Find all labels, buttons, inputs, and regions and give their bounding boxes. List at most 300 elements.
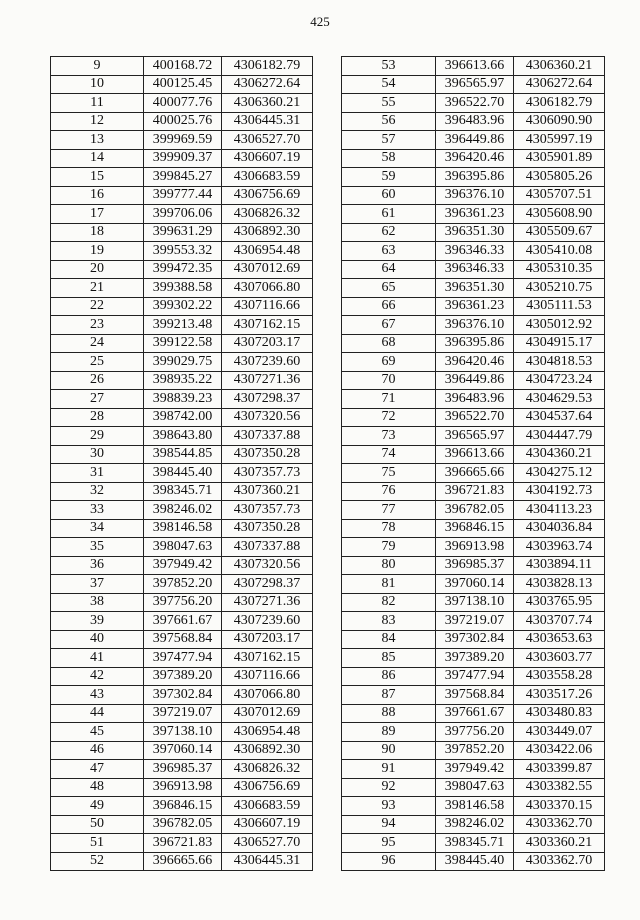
y-coordinate: 4306892.30 — [222, 741, 313, 760]
point-number: 79 — [342, 538, 436, 557]
point-number: 84 — [342, 630, 436, 649]
y-coordinate: 4305111.53 — [514, 297, 605, 316]
page-number: 425 — [310, 14, 330, 29]
point-number: 41 — [51, 649, 144, 668]
table-row — [342, 427, 605, 446]
point-number: 50 — [51, 815, 144, 834]
point-number: 11 — [51, 94, 144, 113]
point-number: 61 — [342, 205, 436, 224]
point-number: 62 — [342, 223, 436, 242]
x-coordinate: 399706.06 — [144, 205, 222, 224]
table-row — [342, 445, 605, 464]
y-coordinate: 4306954.48 — [222, 723, 313, 742]
x-coordinate: 400168.72 — [144, 57, 222, 76]
y-coordinate: 4307066.80 — [222, 686, 313, 705]
y-coordinate: 4304723.24 — [514, 371, 605, 390]
table-row — [342, 723, 605, 742]
x-coordinate: 400077.76 — [144, 94, 222, 113]
y-coordinate: 4303517.26 — [514, 686, 605, 705]
point-number: 42 — [51, 667, 144, 686]
table-row — [51, 778, 313, 797]
x-coordinate: 396361.23 — [436, 297, 514, 316]
y-coordinate: 4307203.17 — [222, 630, 313, 649]
table-row — [342, 538, 605, 557]
x-coordinate: 397852.20 — [144, 575, 222, 594]
point-number: 70 — [342, 371, 436, 390]
x-coordinate: 398742.00 — [144, 408, 222, 427]
point-number: 69 — [342, 353, 436, 372]
table-row — [342, 57, 605, 76]
y-coordinate: 4307320.56 — [222, 408, 313, 427]
table-row — [51, 242, 313, 261]
y-coordinate: 4304629.53 — [514, 390, 605, 409]
point-number: 52 — [51, 852, 144, 871]
x-coordinate: 396665.66 — [436, 464, 514, 483]
table-row — [342, 242, 605, 261]
y-coordinate: 4306756.69 — [222, 778, 313, 797]
point-number: 32 — [51, 482, 144, 501]
point-number: 12 — [51, 112, 144, 131]
x-coordinate: 399909.37 — [144, 149, 222, 168]
coordinate-table-left — [50, 56, 313, 871]
x-coordinate: 396522.70 — [436, 408, 514, 427]
y-coordinate: 4306826.32 — [222, 205, 313, 224]
x-coordinate: 400125.45 — [144, 75, 222, 94]
point-number: 68 — [342, 334, 436, 353]
table-row — [51, 205, 313, 224]
x-coordinate: 396351.30 — [436, 223, 514, 242]
table-row — [51, 612, 313, 631]
x-coordinate: 396665.66 — [144, 852, 222, 871]
y-coordinate: 4306445.31 — [222, 112, 313, 131]
table-row — [342, 149, 605, 168]
y-coordinate: 4307337.88 — [222, 427, 313, 446]
x-coordinate: 397302.84 — [144, 686, 222, 705]
table-row — [342, 797, 605, 816]
y-coordinate: 4304537.64 — [514, 408, 605, 427]
x-coordinate: 399122.58 — [144, 334, 222, 353]
x-coordinate: 399845.27 — [144, 168, 222, 187]
table-row — [342, 223, 605, 242]
y-coordinate: 4307357.73 — [222, 464, 313, 483]
x-coordinate: 397661.67 — [436, 704, 514, 723]
point-number: 65 — [342, 279, 436, 298]
table-row — [51, 223, 313, 242]
x-coordinate: 398345.71 — [144, 482, 222, 501]
point-number: 88 — [342, 704, 436, 723]
y-coordinate: 4303894.11 — [514, 556, 605, 575]
y-coordinate: 4303653.63 — [514, 630, 605, 649]
table-row — [51, 667, 313, 686]
point-number: 28 — [51, 408, 144, 427]
point-number: 43 — [51, 686, 144, 705]
y-coordinate: 4307350.28 — [222, 519, 313, 538]
x-coordinate: 396846.15 — [144, 797, 222, 816]
point-number: 53 — [342, 57, 436, 76]
point-number: 20 — [51, 260, 144, 279]
table-row — [51, 427, 313, 446]
point-number: 30 — [51, 445, 144, 464]
coordinate-table-right — [341, 56, 605, 871]
x-coordinate: 397661.67 — [144, 612, 222, 631]
y-coordinate: 4306683.59 — [222, 797, 313, 816]
point-number: 48 — [51, 778, 144, 797]
point-number: 47 — [51, 760, 144, 779]
table-row — [342, 519, 605, 538]
table-row — [342, 205, 605, 224]
table-row — [51, 149, 313, 168]
point-number: 54 — [342, 75, 436, 94]
table-row — [51, 593, 313, 612]
y-coordinate: 4303399.87 — [514, 760, 605, 779]
y-coordinate: 4306892.30 — [222, 223, 313, 242]
y-coordinate: 4307203.17 — [222, 334, 313, 353]
point-number: 78 — [342, 519, 436, 538]
point-number: 85 — [342, 649, 436, 668]
y-coordinate: 4306272.64 — [222, 75, 313, 94]
point-number: 17 — [51, 205, 144, 224]
x-coordinate: 398146.58 — [144, 519, 222, 538]
y-coordinate: 4307239.60 — [222, 353, 313, 372]
table-row — [51, 371, 313, 390]
y-coordinate: 4307357.73 — [222, 501, 313, 520]
point-number: 81 — [342, 575, 436, 594]
x-coordinate: 397852.20 — [436, 741, 514, 760]
x-coordinate: 398047.63 — [144, 538, 222, 557]
y-coordinate: 4306826.32 — [222, 760, 313, 779]
table-row — [51, 112, 313, 131]
y-coordinate: 4303603.77 — [514, 649, 605, 668]
table-row — [51, 834, 313, 853]
point-number: 80 — [342, 556, 436, 575]
point-number: 83 — [342, 612, 436, 631]
y-coordinate: 4306607.19 — [222, 815, 313, 834]
point-number: 67 — [342, 316, 436, 335]
table-row — [51, 501, 313, 520]
table-row — [51, 723, 313, 742]
y-coordinate: 4307271.36 — [222, 371, 313, 390]
x-coordinate: 398146.58 — [436, 797, 514, 816]
x-coordinate: 396346.33 — [436, 242, 514, 261]
table-row — [342, 501, 605, 520]
y-coordinate: 4307298.37 — [222, 390, 313, 409]
point-number: 93 — [342, 797, 436, 816]
point-number: 72 — [342, 408, 436, 427]
point-number: 44 — [51, 704, 144, 723]
y-coordinate: 4307116.66 — [222, 297, 313, 316]
x-coordinate: 396985.37 — [436, 556, 514, 575]
point-number: 64 — [342, 260, 436, 279]
point-number: 25 — [51, 353, 144, 372]
y-coordinate: 4303558.28 — [514, 667, 605, 686]
y-coordinate: 4304113.23 — [514, 501, 605, 520]
x-coordinate: 396913.98 — [144, 778, 222, 797]
table-row — [342, 408, 605, 427]
point-number: 63 — [342, 242, 436, 261]
table-row — [342, 131, 605, 150]
point-number: 27 — [51, 390, 144, 409]
y-coordinate: 4307239.60 — [222, 612, 313, 631]
y-coordinate: 4305210.75 — [514, 279, 605, 298]
y-coordinate: 4306683.59 — [222, 168, 313, 187]
table-row — [342, 334, 605, 353]
table-row — [342, 168, 605, 187]
table-row — [342, 353, 605, 372]
x-coordinate: 399631.29 — [144, 223, 222, 242]
x-coordinate: 396483.96 — [436, 390, 514, 409]
table-row — [342, 630, 605, 649]
y-coordinate: 4306272.64 — [514, 75, 605, 94]
y-coordinate: 4307350.28 — [222, 445, 313, 464]
table-row — [51, 186, 313, 205]
table-row — [51, 75, 313, 94]
y-coordinate: 4306360.21 — [514, 57, 605, 76]
point-number: 87 — [342, 686, 436, 705]
x-coordinate: 396613.66 — [436, 57, 514, 76]
point-number: 14 — [51, 149, 144, 168]
y-coordinate: 4304275.12 — [514, 464, 605, 483]
x-coordinate: 398345.71 — [436, 834, 514, 853]
x-coordinate: 396376.10 — [436, 186, 514, 205]
table-row — [342, 316, 605, 335]
y-coordinate: 4303828.13 — [514, 575, 605, 594]
x-coordinate: 396395.86 — [436, 334, 514, 353]
x-coordinate: 397219.07 — [144, 704, 222, 723]
x-coordinate: 397060.14 — [436, 575, 514, 594]
point-number: 91 — [342, 760, 436, 779]
y-coordinate: 4306182.79 — [514, 94, 605, 113]
y-coordinate: 4306527.70 — [222, 131, 313, 150]
table-row — [51, 815, 313, 834]
x-coordinate: 399777.44 — [144, 186, 222, 205]
table-row — [51, 131, 313, 150]
y-coordinate: 4307337.88 — [222, 538, 313, 557]
x-coordinate: 396913.98 — [436, 538, 514, 557]
point-number: 77 — [342, 501, 436, 520]
y-coordinate: 4303362.70 — [514, 852, 605, 871]
point-number: 22 — [51, 297, 144, 316]
y-coordinate: 4307116.66 — [222, 667, 313, 686]
x-coordinate: 398445.40 — [144, 464, 222, 483]
x-coordinate: 397389.20 — [436, 649, 514, 668]
y-coordinate: 4306527.70 — [222, 834, 313, 853]
table-row — [51, 538, 313, 557]
y-coordinate: 4306445.31 — [222, 852, 313, 871]
x-coordinate: 397477.94 — [144, 649, 222, 668]
x-coordinate: 396420.46 — [436, 149, 514, 168]
table-row — [51, 852, 313, 871]
table-row — [51, 482, 313, 501]
point-number: 40 — [51, 630, 144, 649]
table-row — [51, 408, 313, 427]
point-number: 36 — [51, 556, 144, 575]
x-coordinate: 398047.63 — [436, 778, 514, 797]
point-number: 34 — [51, 519, 144, 538]
table-row — [342, 186, 605, 205]
table-row — [51, 649, 313, 668]
point-number: 23 — [51, 316, 144, 335]
x-coordinate: 399213.48 — [144, 316, 222, 335]
y-coordinate: 4307066.80 — [222, 279, 313, 298]
y-coordinate: 4303382.55 — [514, 778, 605, 797]
x-coordinate: 396782.05 — [144, 815, 222, 834]
y-coordinate: 4303449.07 — [514, 723, 605, 742]
table-row — [51, 704, 313, 723]
x-coordinate: 397568.84 — [144, 630, 222, 649]
y-coordinate: 4304360.21 — [514, 445, 605, 464]
y-coordinate: 4303480.83 — [514, 704, 605, 723]
table-row — [342, 593, 605, 612]
x-coordinate: 396522.70 — [436, 94, 514, 113]
y-coordinate: 4303765.95 — [514, 593, 605, 612]
table-row — [342, 297, 605, 316]
table-row — [342, 390, 605, 409]
y-coordinate: 4304915.17 — [514, 334, 605, 353]
table-row — [342, 815, 605, 834]
x-coordinate: 397568.84 — [436, 686, 514, 705]
x-coordinate: 396376.10 — [436, 316, 514, 335]
table-row — [342, 575, 605, 594]
x-coordinate: 399553.32 — [144, 242, 222, 261]
point-number: 73 — [342, 427, 436, 446]
table-row — [342, 704, 605, 723]
table-row — [51, 760, 313, 779]
point-number: 60 — [342, 186, 436, 205]
point-number: 38 — [51, 593, 144, 612]
table-row — [342, 778, 605, 797]
point-number: 18 — [51, 223, 144, 242]
point-number: 58 — [342, 149, 436, 168]
x-coordinate: 397756.20 — [144, 593, 222, 612]
point-number: 90 — [342, 741, 436, 760]
point-number: 24 — [51, 334, 144, 353]
x-coordinate: 396420.46 — [436, 353, 514, 372]
table-row — [51, 797, 313, 816]
point-number: 71 — [342, 390, 436, 409]
x-coordinate: 396351.30 — [436, 279, 514, 298]
y-coordinate: 4303370.15 — [514, 797, 605, 816]
table-row — [51, 630, 313, 649]
x-coordinate: 396721.83 — [144, 834, 222, 853]
x-coordinate: 396346.33 — [436, 260, 514, 279]
x-coordinate: 398935.22 — [144, 371, 222, 390]
point-number: 9 — [51, 57, 144, 76]
x-coordinate: 399472.35 — [144, 260, 222, 279]
table-row — [342, 686, 605, 705]
point-number: 49 — [51, 797, 144, 816]
table-row — [342, 649, 605, 668]
y-coordinate: 4304447.79 — [514, 427, 605, 446]
x-coordinate: 396395.86 — [436, 168, 514, 187]
y-coordinate: 4304818.53 — [514, 353, 605, 372]
point-number: 75 — [342, 464, 436, 483]
y-coordinate: 4306607.19 — [222, 149, 313, 168]
table-row — [51, 519, 313, 538]
table-row — [342, 667, 605, 686]
x-coordinate: 398246.02 — [144, 501, 222, 520]
point-number: 13 — [51, 131, 144, 150]
y-coordinate: 4306182.79 — [222, 57, 313, 76]
y-coordinate: 4303422.06 — [514, 741, 605, 760]
table-row — [342, 482, 605, 501]
x-coordinate: 398839.23 — [144, 390, 222, 409]
x-coordinate: 397060.14 — [144, 741, 222, 760]
point-number: 29 — [51, 427, 144, 446]
point-number: 10 — [51, 75, 144, 94]
table-row — [342, 371, 605, 390]
y-coordinate: 4306360.21 — [222, 94, 313, 113]
table-row — [51, 686, 313, 705]
table-row — [342, 741, 605, 760]
table-row — [51, 279, 313, 298]
point-number: 26 — [51, 371, 144, 390]
x-coordinate: 399029.75 — [144, 353, 222, 372]
point-number: 95 — [342, 834, 436, 853]
table-row — [51, 741, 313, 760]
table-row — [342, 279, 605, 298]
x-coordinate: 397138.10 — [436, 593, 514, 612]
y-coordinate: 4306090.90 — [514, 112, 605, 131]
x-coordinate: 397219.07 — [436, 612, 514, 631]
y-coordinate: 4307012.69 — [222, 704, 313, 723]
y-coordinate: 4304036.84 — [514, 519, 605, 538]
point-number: 16 — [51, 186, 144, 205]
table-row — [51, 94, 313, 113]
table-row — [51, 353, 313, 372]
x-coordinate: 396449.86 — [436, 371, 514, 390]
point-number: 46 — [51, 741, 144, 760]
table-row — [342, 834, 605, 853]
point-number: 57 — [342, 131, 436, 150]
y-coordinate: 4307162.15 — [222, 316, 313, 335]
table-row — [342, 94, 605, 113]
point-number: 66 — [342, 297, 436, 316]
table-row — [51, 464, 313, 483]
table-row — [51, 575, 313, 594]
x-coordinate: 396782.05 — [436, 501, 514, 520]
point-number: 89 — [342, 723, 436, 742]
y-coordinate: 4307012.69 — [222, 260, 313, 279]
table-row — [342, 112, 605, 131]
y-coordinate: 4303707.74 — [514, 612, 605, 631]
point-number: 45 — [51, 723, 144, 742]
x-coordinate: 399388.58 — [144, 279, 222, 298]
y-coordinate: 4307320.56 — [222, 556, 313, 575]
point-number: 92 — [342, 778, 436, 797]
y-coordinate: 4303360.21 — [514, 834, 605, 853]
y-coordinate: 4305012.92 — [514, 316, 605, 335]
table-row — [51, 334, 313, 353]
table-row — [342, 556, 605, 575]
y-coordinate: 4303362.70 — [514, 815, 605, 834]
point-number: 76 — [342, 482, 436, 501]
point-number: 55 — [342, 94, 436, 113]
y-coordinate: 4305509.67 — [514, 223, 605, 242]
x-coordinate: 397138.10 — [144, 723, 222, 742]
point-number: 37 — [51, 575, 144, 594]
x-coordinate: 396565.97 — [436, 75, 514, 94]
y-coordinate: 4307271.36 — [222, 593, 313, 612]
x-coordinate: 396361.23 — [436, 205, 514, 224]
point-number: 74 — [342, 445, 436, 464]
y-coordinate: 4305608.90 — [514, 205, 605, 224]
y-coordinate: 4307298.37 — [222, 575, 313, 594]
x-coordinate: 398445.40 — [436, 852, 514, 871]
table-row — [51, 316, 313, 335]
y-coordinate: 4305805.26 — [514, 168, 605, 187]
x-coordinate: 397477.94 — [436, 667, 514, 686]
table-row — [51, 297, 313, 316]
